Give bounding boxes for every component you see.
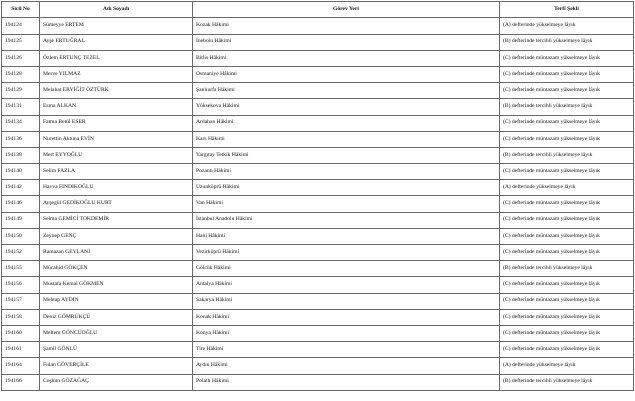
table-row [2, 358, 634, 374]
table-row [2, 342, 634, 358]
cell-gorev-yeri: Antalya Hâkimi [193, 277, 500, 293]
table-row [2, 18, 634, 34]
cell-gorev-yeri: Aydın Hâkimi [193, 358, 500, 374]
cell-adi-soyadi: Ramazan GEYLANİ [40, 245, 193, 261]
cell-gorev-yeri: Kozak Hâkimi [193, 18, 500, 34]
cell-adi-soyadi: Fidan GÖVERÇİLE [40, 358, 193, 374]
cell-terfi-sekli: (C) defterinde müntazam yükselmeye lâyık [500, 115, 634, 131]
table-row [2, 99, 634, 115]
table-row [2, 83, 634, 99]
cell-gorev-yeri: İstanbul Anadolu Hâkimi [193, 212, 500, 228]
cell-sicil-no: 194150 [2, 228, 40, 244]
table-row [2, 180, 634, 196]
cell-adi-soyadi: Coşkun GÖZAĞAÇ [40, 374, 193, 390]
cell-sicil-no: 194146 [2, 196, 40, 212]
table-body [2, 18, 634, 390]
cell-gorev-yeri: Konya Hâkimi [193, 325, 500, 341]
cell-adi-soyadi: Deniz GÖMRÜKÇÜ [40, 309, 193, 325]
cell-adi-soyadi: Selim FAZLA [40, 164, 193, 180]
cell-gorev-yeri: Gölcük Hâkimi [193, 261, 500, 277]
cell-adi-soyadi: Merve YILMAZ [40, 66, 193, 82]
cell-gorev-yeri: Polatlı Hâkimi [193, 374, 500, 390]
table-row [2, 245, 634, 261]
table-row [2, 325, 634, 341]
cell-terfi-sekli: (B) defterinde tercihli yükselmeye lâyık [500, 99, 634, 115]
cell-adi-soyadi: Mücahid GÖKÇEN [40, 261, 193, 277]
cell-sicil-no: 194152 [2, 245, 40, 261]
cell-sicil-no: 194155 [2, 261, 40, 277]
cell-adi-soyadi: Mustafa Kemal GÖKMEN [40, 277, 193, 293]
cell-terfi-sekli: (C) defterinde müntazam yükselmeye lâyık [500, 228, 634, 244]
cell-terfi-sekli: (C) defterinde müntazam yükselmeye lâyık [500, 83, 634, 99]
table-row [2, 66, 634, 82]
cell-sicil-no: 194164 [2, 358, 40, 374]
cell-sicil-no: 194129 [2, 83, 40, 99]
table-row [2, 261, 634, 277]
table-row [2, 212, 634, 228]
cell-gorev-yeri: Sakarya Hâkimi [193, 293, 500, 309]
cell-gorev-yeri: Pozantı Hâkimi [193, 164, 500, 180]
cell-terfi-sekli: (B) defterinde tercihli yükselmeye lâyık [500, 261, 634, 277]
cell-adi-soyadi: Meltem GÖNCÜOĞLU [40, 325, 193, 341]
table-row [2, 293, 634, 309]
cell-sicil-no: 194156 [2, 277, 40, 293]
cell-terfi-sekli: (C) defterinde müntazam yükselmeye lâyık [500, 212, 634, 228]
table-row [2, 164, 634, 180]
cell-terfi-sekli: (C) defterinde müntazam yükselmeye lâyık [500, 66, 634, 82]
cell-terfi-sekli: (C) defterinde müntazam yükselmeye lâyık [500, 131, 634, 147]
cell-adi-soyadi: Ayşe ERTUĞRAL [40, 34, 193, 50]
cell-terfi-sekli: (C) defterinde müntazam yükselmeye lâyık [500, 245, 634, 261]
table-row [2, 50, 634, 66]
header-sicil-no: Sicil No [2, 2, 40, 18]
cell-sicil-no: 194128 [2, 66, 40, 82]
cell-terfi-sekli: (C) defterinde müntazam yükselmeye lâyık [500, 309, 634, 325]
cell-adi-soyadi: Nurettin Aktuna EVİN [40, 131, 193, 147]
cell-gorev-yeri: İnebolu Hâkimi [193, 34, 500, 50]
cell-gorev-yeri: Tire Hâkimi [193, 342, 500, 358]
cell-gorev-yeri: Ardahan Hâkimi [193, 115, 500, 131]
cell-sicil-no: 194134 [2, 115, 40, 131]
cell-gorev-yeri: Bitlis Hâkimi [193, 50, 500, 66]
table-row [2, 374, 634, 390]
table-row [2, 115, 634, 131]
cell-adi-soyadi: Esma ALKAN [40, 99, 193, 115]
cell-gorev-yeri: Osmaniye Hâkimi [193, 66, 500, 82]
header-adi-soyadi: Adı Soyadı [40, 2, 193, 18]
cell-gorev-yeri: Konak Hâkimi [193, 309, 500, 325]
cell-terfi-sekli: (B) defterinde tercihli yükselmeye lâyık [500, 147, 634, 163]
cell-adi-soyadi: Mert EYYOĞLU [40, 147, 193, 163]
cell-sicil-no: 194149 [2, 212, 40, 228]
cell-adi-soyadi: Özlem ERTUNÇ TEZEL [40, 50, 193, 66]
cell-sicil-no: 194136 [2, 131, 40, 147]
cell-sicil-no: 194166 [2, 374, 40, 390]
cell-terfi-sekli: (C) defterinde müntazam yükselmeye lâyık [500, 196, 634, 212]
table-row [2, 147, 634, 163]
cell-sicil-no: 194138 [2, 147, 40, 163]
cell-terfi-sekli: (C) defterinde müntazam yükselmeye lâyık [500, 293, 634, 309]
cell-sicil-no: 194160 [2, 325, 40, 341]
header-gorev-yeri: Görev Yeri [193, 2, 500, 18]
cell-adi-soyadi: Havva FINDIKOĞLU [40, 180, 193, 196]
cell-sicil-no: 194157 [2, 293, 40, 309]
cell-gorev-yeri: Uzunköprü Hâkimi [193, 180, 500, 196]
cell-terfi-sekli: (C) defterinde müntazam yükselmeye lâyık [500, 50, 634, 66]
cell-gorev-yeri: Vezirköprü Hâkimi [193, 245, 500, 261]
cell-adi-soyadi: Ayşegül GEDİKOĞLU KURT [40, 196, 193, 212]
table-row [2, 277, 634, 293]
cell-gorev-yeri: Şanlıurfa Hâkimi [193, 83, 500, 99]
cell-sicil-no: 194140 [2, 164, 40, 180]
cell-terfi-sekli: (C) defterinde müntazam yükselmeye lâyık [500, 164, 634, 180]
cell-sicil-no: 194125 [2, 34, 40, 50]
cell-adi-soyadi: Melahat ERYİĞİT ÖZTÜRK [40, 83, 193, 99]
cell-terfi-sekli: (B) defterinde tercihli yükselmeye lâyık [500, 374, 634, 390]
header-terfi-sekli: Terfi Şekli [500, 2, 634, 18]
cell-gorev-yeri: Yargıtay Tetkik Hâkimi [193, 147, 500, 163]
cell-adi-soyadi: Zeynep GENÇ [40, 228, 193, 244]
cell-sicil-no: 194126 [2, 50, 40, 66]
cell-terfi-sekli: (C) defterinde müntazam yükselmeye lâyık [500, 277, 634, 293]
cell-gorev-yeri: Yüksekova Hâkimi [193, 99, 500, 115]
cell-sicil-no: 194142 [2, 180, 40, 196]
cell-adi-soyadi: Fatma Betül ESER [40, 115, 193, 131]
cell-gorev-yeri: Kars Hâkimi [193, 131, 500, 147]
cell-terfi-sekli: (A) defterinde yükselmeye lâyık [500, 18, 634, 34]
cell-gorev-yeri: Hani Hâkimi [193, 228, 500, 244]
table-row [2, 34, 634, 50]
cell-adi-soyadi: Mehtap AYDIN [40, 293, 193, 309]
cell-terfi-sekli: (C) defterinde müntazam yükselmeye lâyık [500, 325, 634, 341]
cell-adi-soyadi: Sümeyye ERTEM [40, 18, 193, 34]
table-row [2, 228, 634, 244]
cell-sicil-no: 194131 [2, 99, 40, 115]
table-row [2, 131, 634, 147]
cell-terfi-sekli: (C) defterinde müntazam yükselmeye lâyık [500, 342, 634, 358]
cell-adi-soyadi: Selma GEMİCİ TOKDEMİR [40, 212, 193, 228]
table-row [2, 309, 634, 325]
table-row [2, 196, 634, 212]
promotion-table [1, 1, 634, 391]
cell-adi-soyadi: Şamil GÖNLÜ [40, 342, 193, 358]
cell-terfi-sekli: (B) defterinde tercihli yükselmeye lâyık [500, 34, 634, 50]
cell-sicil-no: 194158 [2, 309, 40, 325]
cell-terfi-sekli: (A) defterinde yükselmeye lâyık [500, 358, 634, 374]
cell-sicil-no: 194161 [2, 342, 40, 358]
cell-terfi-sekli: (A) defterinde yükselmeye lâyık [500, 180, 634, 196]
cell-sicil-no: 194124 [2, 18, 40, 34]
table-header-row [2, 2, 634, 18]
cell-gorev-yeri: Van Hâkimi [193, 196, 500, 212]
